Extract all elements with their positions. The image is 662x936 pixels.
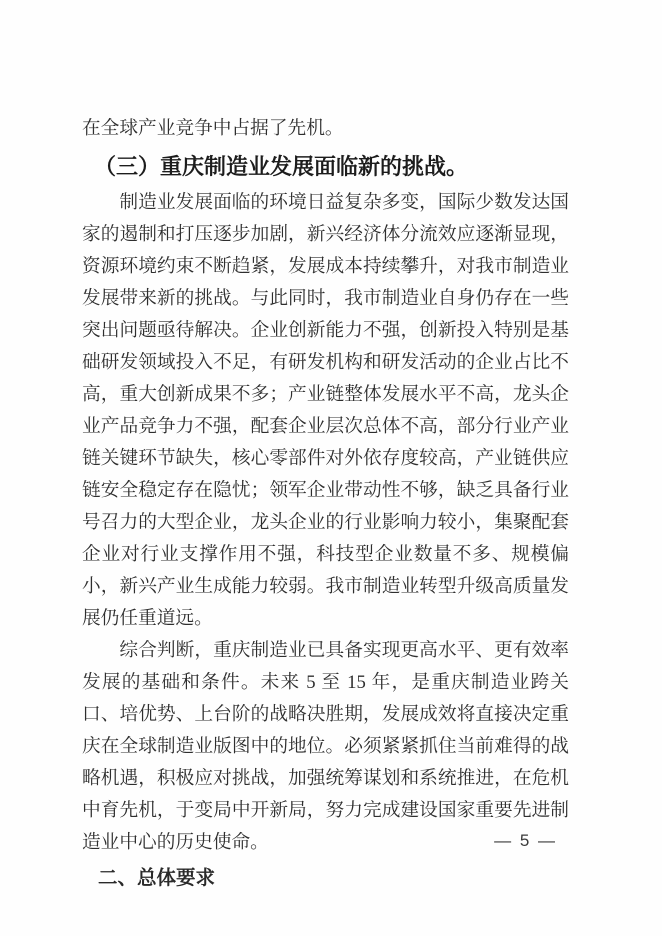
body-paragraph-environment-challenges: 制造业发展面临的环境日益复杂多变，国际少数发达国家的遏制和打压逐步加剧，新兴经济体分流效应逐渐显现，资源环境约束不断趋紧，发展成本持续攀升，对我市制造业发展带来新的挑战。与此同时，我市制造业自身仍存在一些突出问题亟待解决。企业创新能力不强，创新投入特别是基础研发领域投入不足，有研发机构和研发活动的企业占比不高，重大创新成果不多；产业链整体发展水平不高，龙头企业产品竞争力不强，配套企业层次总体不高，部分行业产业链关键环节缺失，核心零部件对外依存度较高，产业链供应链安全稳定存在隐忧；领军企业带动性不够，缺乏具备行业号召力的大型企业，龙头企业的行业影响力较小，集聚配套企业对行业支撑作用不强，科技型企业数量不多、规模偏小，新兴产业生成能力较弱。我市制造业转型升级高质量发展仍任重道远。 <box>82 192 569 629</box>
page-number: — 5 — <box>494 831 557 850</box>
continuation-paragraph-line: 在全球产业竞争中占据了先机。 <box>82 118 344 139</box>
section-heading-challenges: （三）重庆制造业发展面临新的挑战。 <box>94 154 469 179</box>
body-paragraph-overall-judgement: 综合判断，重庆制造业已具备实现更高水平、更有效率发展的基础和条件。未来 5 至 15 年，是重庆制造业跨关口、培优势、上台阶的战略决胜期，发展成效将直接决定重庆在全球制造业版图中的地位。必须紧紧抓住当前难得的战略机遇，积极应对挑战，加强统筹谋划和系统推进，在危机中育先机，于变局中开新局，努力完成建设国家重要先进制造业中心的历史使命。 <box>82 640 569 853</box>
text-column <box>82 113 569 895</box>
section-heading-overall-requirements: 二、总体要求 <box>98 868 216 889</box>
